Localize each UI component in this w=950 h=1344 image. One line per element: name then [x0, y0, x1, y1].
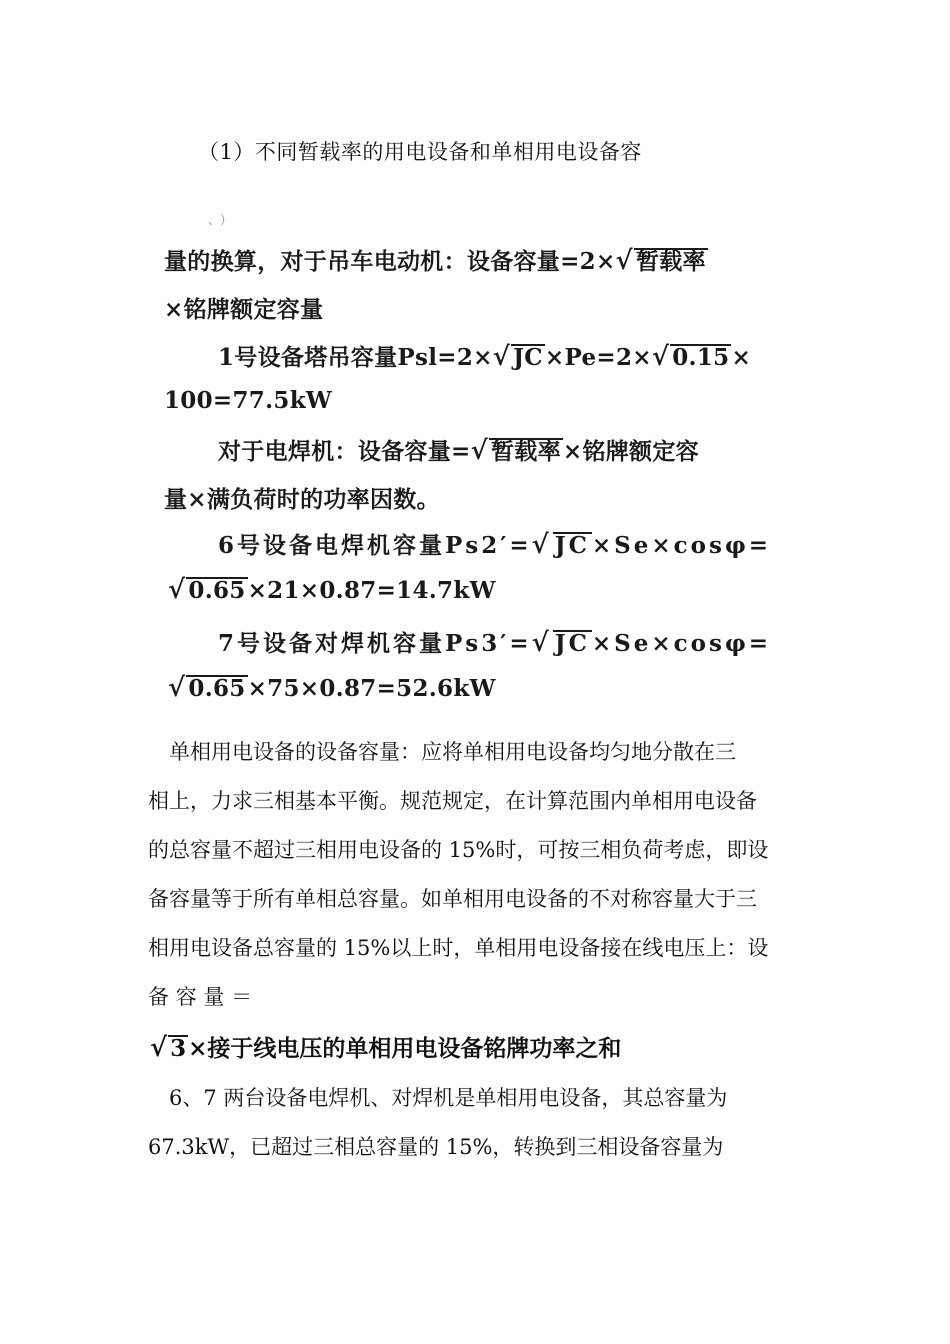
paragraph-line: 备容量等于所有单相总容量。如单相用电设备的不对称容量大于三 [148, 887, 757, 911]
paragraph-single-phase [148, 728, 808, 1022]
scan-line-nameplate: ×铭牌额定容量 [164, 296, 324, 323]
paragraph-welders [148, 1074, 808, 1172]
scan-line-welder-6: 6号设备电焊机容量Ps2′=√ JC×Se×cosφ= [218, 530, 772, 560]
paragraph-line: 67.3kW，已超过三相总容量的 15%，转换到三相设备容量为 [148, 1135, 724, 1159]
paragraph-line: 6、7 两台设备电焊机、对焊机是单相用电设备，其总容量为 [148, 1086, 728, 1110]
scan-line-tower-crane: 1号设备塔吊容量Psl=2×√ JC×Pe=2×√ 0.15× [218, 342, 752, 372]
scan-line-welder-6-result: √ 0.65×21×0.87=14.7kW [168, 575, 496, 605]
paragraph-line: 相上，力求三相基本平衡。规范规定，在计算范围内单相用电设备 [148, 789, 757, 813]
section-heading: （1）不同暂载率的用电设备和单相用电设备容 [198, 140, 642, 164]
paragraph-line: 单相用电设备的设备容量：应将单相用电设备均匀地分散在三 [148, 740, 736, 764]
scan-line-tower-result: 100=77.5kW [164, 387, 333, 414]
scan-faint-marks: 、） [208, 213, 239, 227]
scan-line-power-factor: 量×满负荷时的功率因数。 [164, 486, 440, 513]
scan-line-welder-7-result: √ 0.65×75×0.87=52.6kW [168, 673, 496, 703]
scan-line-welder-7: 7号设备对焊机容量Ps3′=√ JC×Se×cosφ= [218, 628, 772, 658]
paragraph-line: 相用电设备总容量的 15%以上时，单相用电设备接在线电压上：设 [148, 936, 769, 960]
paragraph-line: 的总容量不超过三相用电设备的 15%时，可按三相负荷考虑，即设 [148, 838, 769, 862]
scan-line-crane-formula: 量的换算，对于吊车电动机：设备容量=2×√ 暂载率 [164, 246, 706, 276]
paragraph-line-spread: 备 容 量 ＝ [148, 985, 253, 1009]
scanned-formula-image [160, 205, 772, 705]
sqrt3-formula-image: √ 3×接于线电压的单相用电设备铭牌功率之和 [150, 1033, 622, 1063]
scan-line-welder-formula: 对于电焊机：设备容量=√ 暂载率×铭牌额定容 [218, 436, 699, 466]
